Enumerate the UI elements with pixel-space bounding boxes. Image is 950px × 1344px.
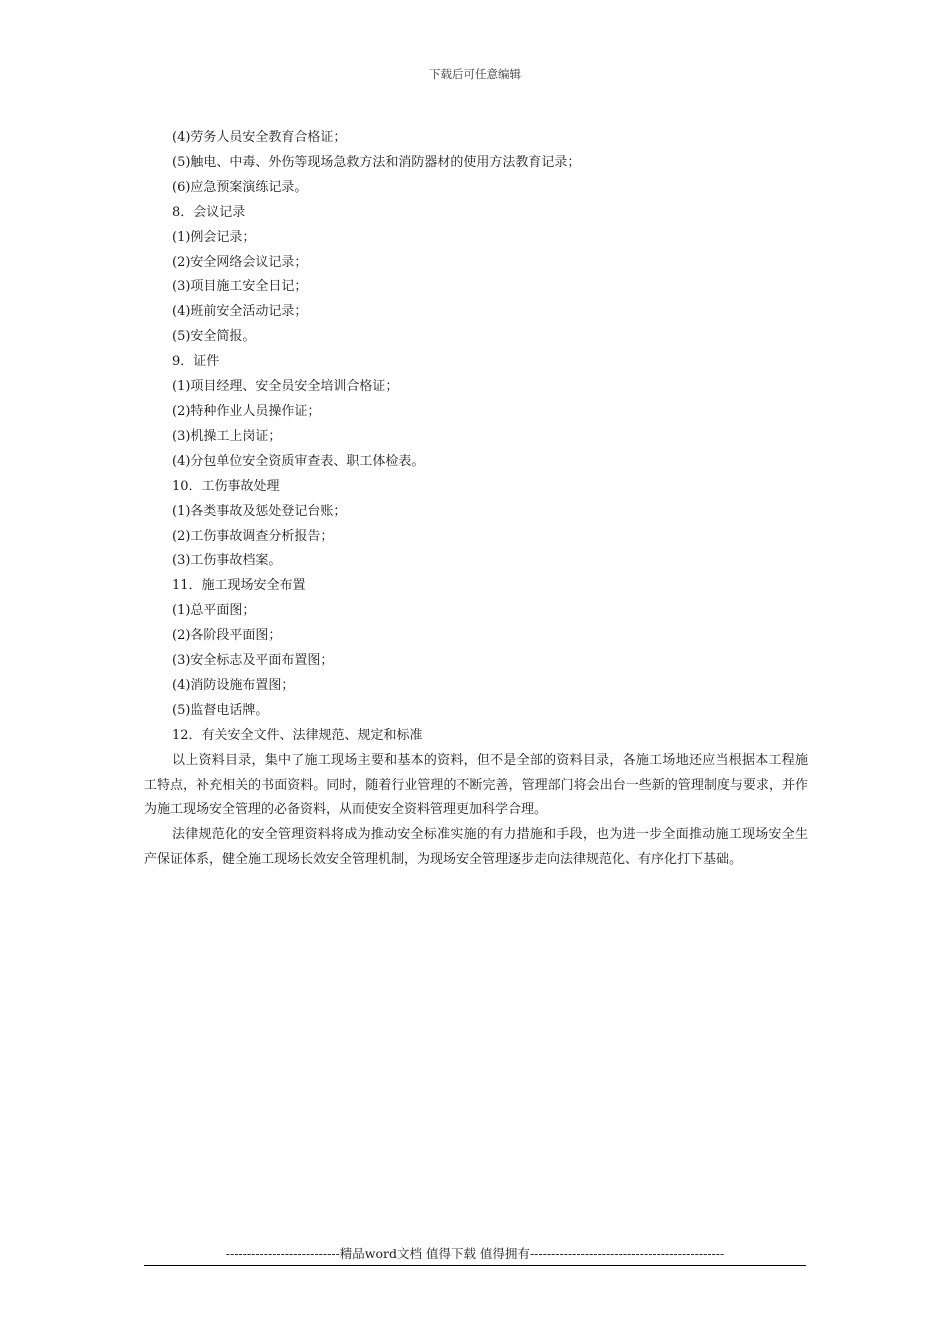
list-item: (4)劳务人员安全教育合格证； xyxy=(172,130,347,145)
list-item: (3)安全标志及平面布置图； xyxy=(172,653,334,669)
body-paragraph: 以上资料目录，集中了施工现场主要和基本的资料，但不是全部的资料目录，各施工场地还应当根据本工程施工特点，补充相关的书面资料。同时，随着行业管理的不断完善，管理部门将会出台一些新的管理制度与要求，并作为施工现场安全管理的必备资料，从而使安全资料管理更加科学合理。 xyxy=(144,752,808,818)
page-footer: ---------------------------精品word文档 值得下载 值得拥有---------------------------------------------- xyxy=(144,1244,806,1266)
list-item: (2)各阶段平面图； xyxy=(172,628,282,644)
body-paragraph: 法律规范化的安全管理资料将成为推动安全标准实施的有力措施和手段，也为进一步全面推动施工现场安全生产保证体系，健全施工现场长效安全管理机制，为现场安全管理逐步走向法律规范化、有序化打下基础。 xyxy=(144,827,808,868)
section-heading: 9．证件 xyxy=(172,354,220,370)
list-item: (5)安全简报。 xyxy=(172,329,256,345)
list-item: (4)分包单位安全资质审查表、职工体检表。 xyxy=(172,453,425,469)
list-item: (4)消防设施布置图； xyxy=(172,677,295,693)
list-item: (4)班前安全活动记录； xyxy=(172,304,308,320)
list-item: (1)总平面图； xyxy=(172,603,256,619)
list-item: (2)安全网络会议记录； xyxy=(172,254,308,270)
list-item: (2)工伤事故调查分析报告； xyxy=(172,528,334,544)
list-item: (1)项目经理、安全员安全培训合格证； xyxy=(172,379,399,395)
page-header: 下载后可任意编辑 xyxy=(429,67,521,81)
list-item: (2)特种作业人员操作证； xyxy=(172,403,321,419)
list-item: (3)工伤事故档案。 xyxy=(172,553,282,569)
document-body xyxy=(144,126,808,873)
list-item: (6)应急预案演练记录。 xyxy=(172,179,308,195)
section-heading: 8．会议记录 xyxy=(172,204,246,220)
list-item: (5)触电、中毒、外伤等现场急救方法和消防器材的使用方法教育记录； xyxy=(172,154,581,170)
list-item: (1)例会记录； xyxy=(172,229,256,245)
section-heading: 11．施工现场安全布置 xyxy=(172,578,306,594)
list-item: (5)监督电话牌。 xyxy=(172,702,269,718)
list-item: (1)各类事故及惩处登记台账； xyxy=(172,503,347,519)
list-item: (3)机操工上岗证； xyxy=(172,428,282,444)
list-item: (3)项目施工安全日记； xyxy=(172,279,308,295)
section-heading: 12．有关安全文件、法律规范、规定和标准 xyxy=(172,727,423,743)
section-heading: 10．工伤事故处理 xyxy=(172,478,280,494)
